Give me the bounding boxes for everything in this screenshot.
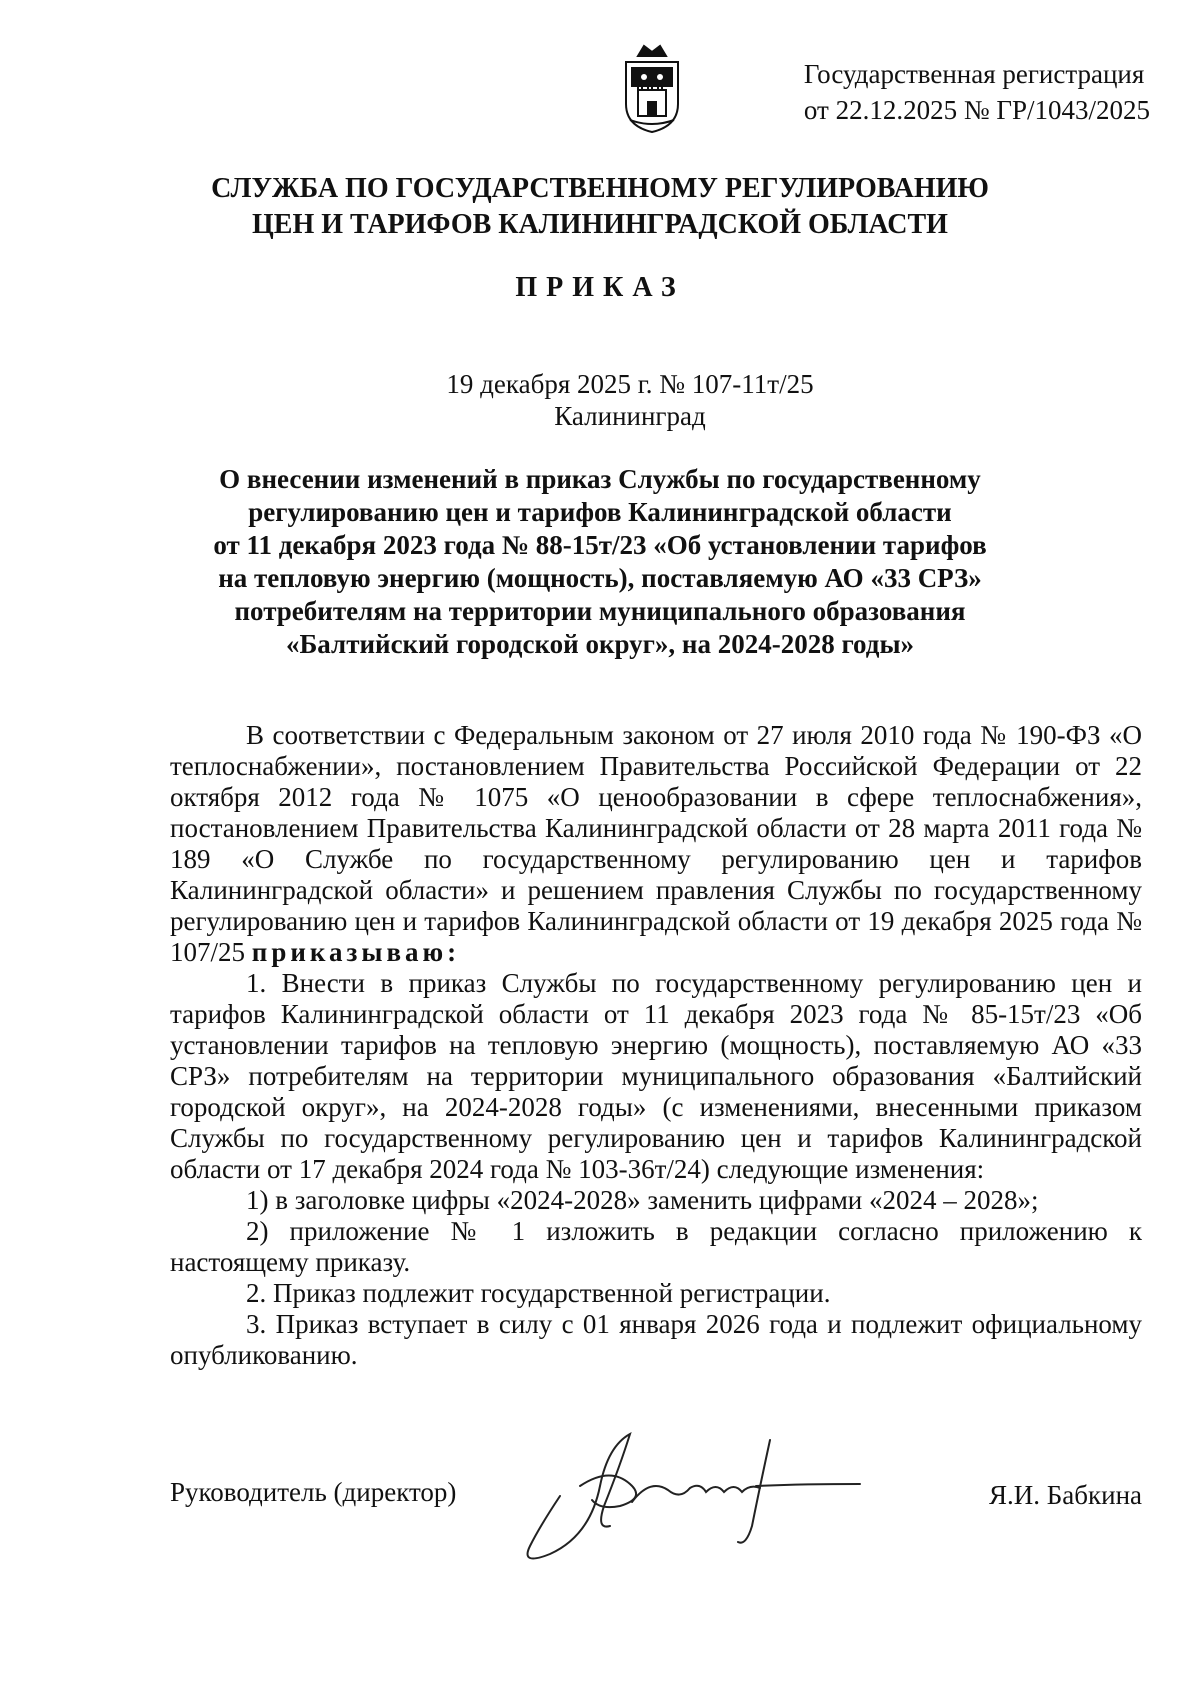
title-line: от 11 декабря 2023 года № 88-15т/23 «Об установлении тарифов (213, 530, 987, 560)
registration-line-1: Государственная регистрация (803, 59, 1145, 89)
state-registration-stamp (804, 56, 1150, 128)
item-1-2: 2) приложение № 1 изложить в редакции согласно приложению к настоящему приказу. (170, 1216, 1142, 1277)
registration-line-2: от 22.12.2025 № ГР/1043/2025 (803, 95, 1150, 125)
title-line: потребителям на территории муниципального образования (234, 596, 966, 626)
handwritten-signature (520, 1426, 880, 1566)
organization-line-2: ЦЕН И ТАРИФОВ КАЛИНИНГРАДСКОЙ ОБЛАСТИ (252, 209, 948, 240)
order-city: Калининград (554, 401, 706, 431)
title-line: на тепловую энергию (мощность), поставляемую АО «33 СРЗ» (218, 563, 982, 593)
order-title (0, 463, 1200, 661)
order-word: приказываю: (251, 937, 461, 967)
item-3: 3. Приказ вступает в силу с 01 января 2026 года и подлежит официальному опубликованию. (170, 1309, 1142, 1370)
item-2: 2. Приказ подлежит государственной регистрации. (246, 1278, 831, 1308)
title-line: регулированию цен и тарифов Калининградской области (248, 497, 952, 527)
date-number-block (0, 368, 1200, 432)
title-line: «Балтийский городской округ», на 2024-2028 годы» (285, 629, 915, 659)
item-1: 1. Внести в приказ Службы по государственному регулированию цен и тарифов Калининградской области от 11 декабря 2023 года № 85-15т/23 «Об установлении тарифов на тепловую энергию (мощность), поставляемую АО «33 СРЗ» потребителям на территории муниципального образования «Балтийский городской округ», на 2024-2028 годы» (с изменениями, внесенными приказом Службы по государственному регулированию цен и тарифов Калининградской области от 17 декабря 2024 года № 103-36т/24) следующие изменения: (170, 968, 1142, 1184)
signatory-name: Я.И. Бабкина (989, 1480, 1142, 1510)
item-1-1: 1) в заголовке цифры «2024-2028» заменить цифрами «2024 – 2028»; (246, 1185, 1039, 1215)
preamble-paragraph (170, 720, 1142, 968)
signatory-position: Руководитель (директор) (170, 1477, 457, 1507)
preamble-text: В соответствии с Федеральным законом от 27 июля 2010 года № 190-ФЗ «О теплоснабжении», постановлением Правительства Российской Федерации от 22 октября 2012 года № 1075 «О ценообразовании в сфере теплоснабжения», постановлением Правительства Калининградской области от 28 марта 2011 года № 189 «О Службе по государственному регулированию цен и тарифов Калининградской области» и решением правления Службы по государственному регулированию цен и тарифов Калининградской области от 19 декабря 2025 года № 107/25 (170, 720, 1142, 967)
order-date-number: 19 декабря 2025 г. № 107-11т/25 (446, 369, 814, 399)
organization-name (0, 171, 1200, 243)
order-body (170, 720, 1142, 1371)
coat-of-arms-emblem (618, 42, 686, 136)
title-line: О внесении изменений в приказ Службы по государственному (219, 464, 981, 494)
organization-line-1: СЛУЖБА ПО ГОСУДАРСТВЕННОМУ РЕГУЛИРОВАНИЮ (211, 173, 989, 204)
document-type: ПРИКАЗ (515, 272, 685, 303)
